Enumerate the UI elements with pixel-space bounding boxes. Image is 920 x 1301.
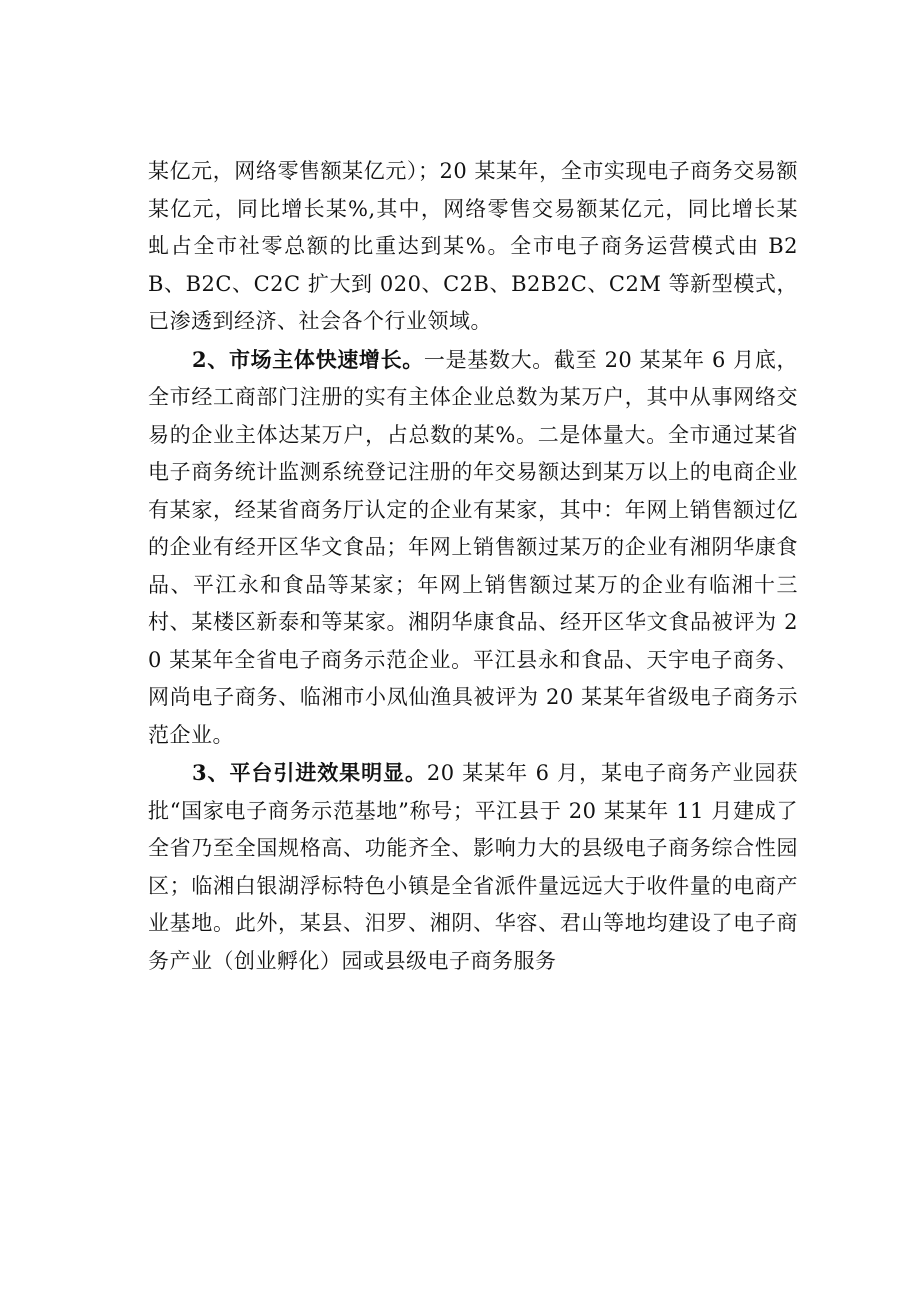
section-heading-platform-introduction: 3、平台引进效果明显。 [192,760,427,785]
paragraph-ecommerce-overview [148,153,798,341]
section-heading-market-entities: 2、市场主体快速增长。 [192,346,424,372]
paragraph-market-entities [148,341,798,755]
paragraph-text: 20 某某年 6 月，某电子商务产业园获批“国家电子商务示范基地”称号；平江县于 20 某某年 11 月建成了全省乃至全国规格高、功能齐全、影响力大的县级电子商务综合性园区；临湘白银湖浮标特色小镇是全省派件量远远大于收件量的电商产业基地。此外，某县、汨罗、湘阴、华容、君山等地均建设了电子商务产业（创业孵化）园或县级电子商务服务 [148,761,798,973]
paragraph-text: 某亿元，网络零售额某亿元）；20 某某年，全市实现电子商务交易额某亿元，同比增长某%,其中，网络零售交易额某亿元，同比增长某虬占全市社零总额的比重达到某%。全市电子商务运营模式由 B2B、B2C、C2C 扩大到 020、C2B、B2B2C、C2M 等新型模式，已渗透到经济、社会各个行业领域。 [148,159,798,333]
document-body [148,153,798,980]
paragraph-platform-introduction [148,754,798,980]
paragraph-text: 一是基数大。截至 20 某某年 6 月底，全市经工商部门注册的实有主体企业总数为某万户，其中从事网络交易的企业主体达某万户，占总数的某%。二是体量大。全市通过某省电子商务统计监测系统登记注册的年交易额达到某万以上的电商企业有某家，经某省商务厅认定的企业有某家，其中：年网上销售额过亿的企业有经开区华文食品；年网上销售额过某万的企业有湘阴华康食品、平江永和食品等某家；年网上销售额过某万的企业有临湘十三村、某楼区新泰和等某家。湘阴华康食品、经开区华文食品被评为 20 某某年全省电子商务示范企业。平江县永和食品、天宇电子商务、网尚电子商务、临湘市小凤仙渔具被评为 20 某某年省级电子商务示范企业。 [148,347,798,747]
